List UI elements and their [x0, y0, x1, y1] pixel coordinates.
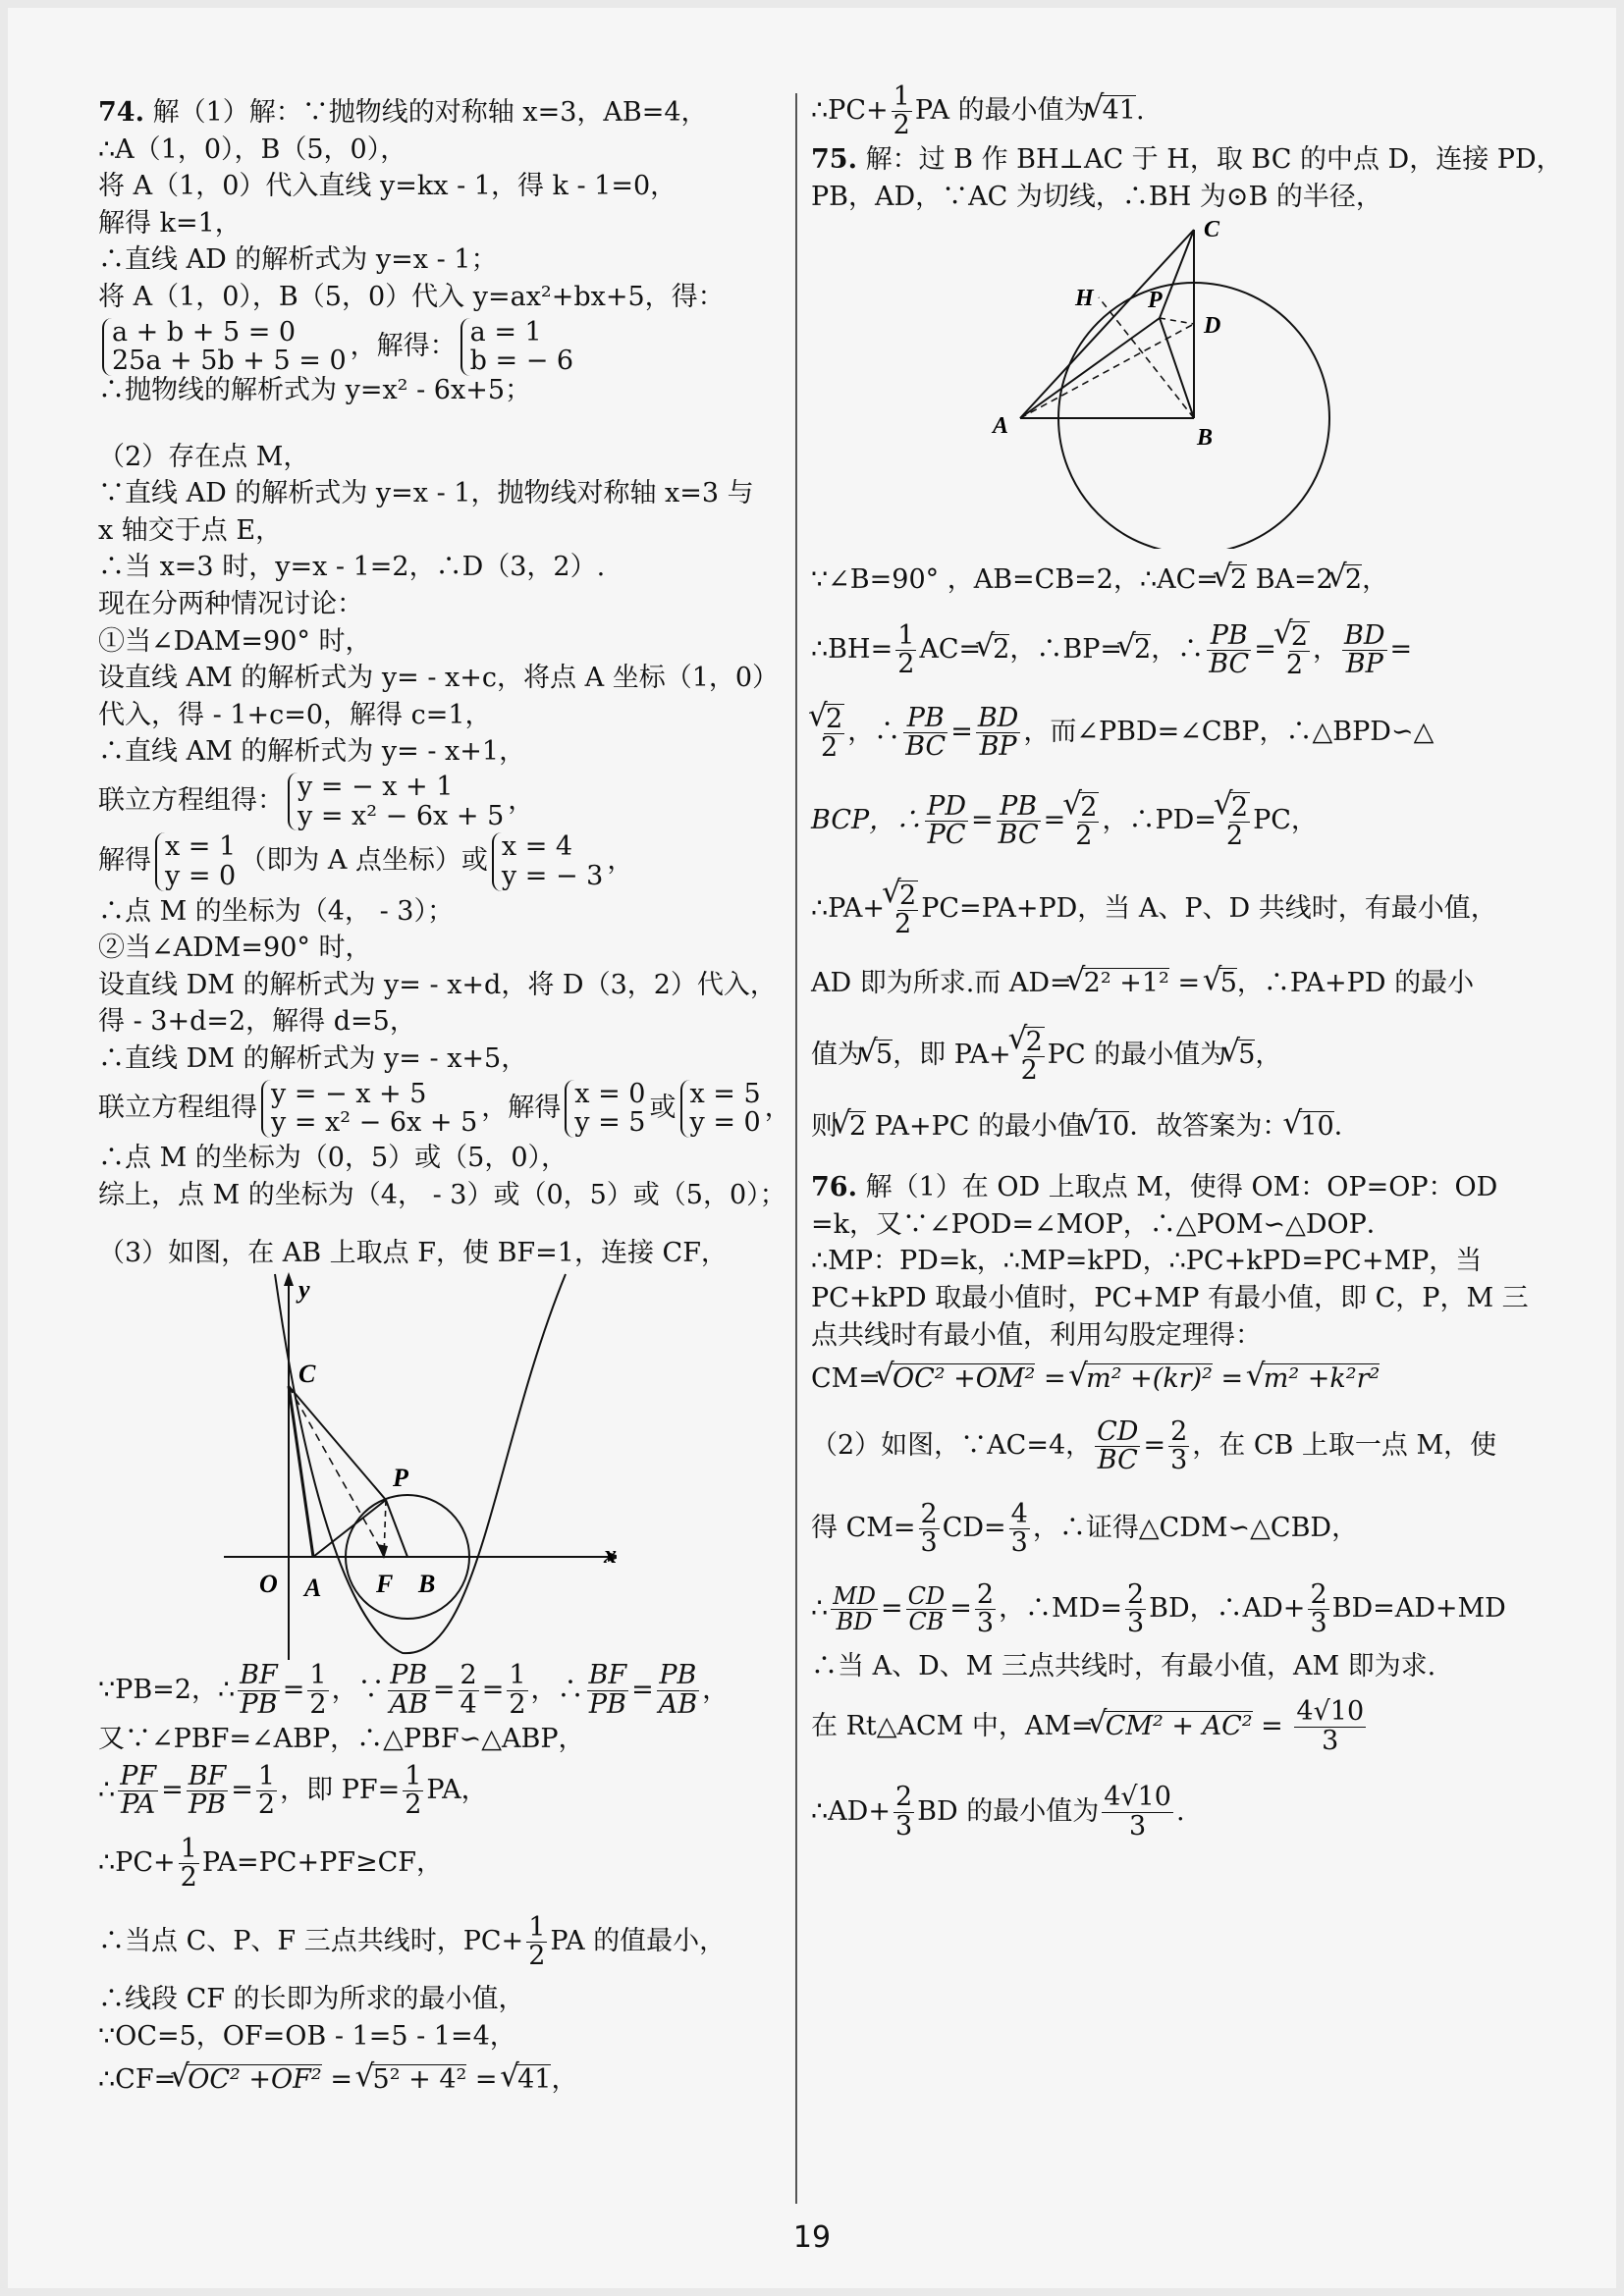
- label-A: A: [993, 413, 1009, 440]
- label-B: B: [1197, 425, 1214, 452]
- text-line: 代入，得 - 1+c=0，解得 c=1，: [98, 699, 492, 730]
- text-line: 设直线 DM 的解析式为 y= - x+d，将 D（3，2）代入，: [98, 969, 777, 1000]
- label-x: x: [604, 1539, 617, 1569]
- text-line: 又∵∠PBF=∠ABP，∴△PBF∽△ABP，: [98, 1723, 585, 1754]
- text-line: ∴点 M 的坐标为（4， - 3）；: [98, 895, 454, 927]
- bh-line: ∴BH= $\frac{1}{2}$ AC=√ 2，∴BP=√ 2，∴ $\frac{PB}{BC}$ = √ $\frac{2}{2}$ ， $\frac{BD}{BP}$ =: [811, 612, 1533, 688]
- text-line: =k，又∵∠POD=∠MOP，∴△POM∽△DOP．: [811, 1208, 1393, 1240]
- min-value-line: 值为√ 5，即 PA+ √ $\frac{2}{2}$ PC 的最小值为√ 5，: [811, 1014, 1533, 1096]
- text-line: ∵OC=5，OF=OB - 1=5 - 1=4，: [98, 2020, 516, 2052]
- equation-system-3: 解得 x = 1 y = 0 （即为 A 点坐标）或 x = 4 y = − 3 ，: [98, 831, 634, 891]
- text-line: x 轴交于点 E，: [98, 514, 283, 546]
- text-line: ∴点 M 的坐标为（0，5）或（5，0），: [98, 1142, 568, 1173]
- equation-system-1: a + b + 5 = 0 25a + 5b + 5 = 0 ，解得： a = 1 b = − 6: [98, 318, 785, 376]
- text-line: （2）存在点 M，: [98, 441, 310, 472]
- text-line: ∴直线 DM 的解析式为 y= - x+5，: [98, 1043, 528, 1074]
- result-line: ∴PC+ $\frac{1}{2}$ PA 的最小值为√ 41.: [811, 80, 1533, 141]
- problem-76-number: 76: [811, 1172, 848, 1203]
- text-line: 解得 k=1，: [98, 207, 242, 239]
- pa-line: ∴PA+ √ $\frac{2}{2}$ PC=PA+PD，当 A、P、D 共线时，有最小值，: [811, 865, 1533, 953]
- text-line: （3）如图，在 AB 上取点 F，使 BF=1，连接 CF，: [98, 1238, 728, 1269]
- text-line: ∴直线 AD 的解析式为 y=x - 1；: [98, 244, 498, 276]
- text-line: PB，AD，∵AC 为切线，∴BH 为⊙B 的半径，: [811, 181, 1382, 212]
- label-D: D: [1204, 313, 1221, 340]
- md-line: ∴ $\frac{MD}{BD}$ = $\frac{CD}{CB}$ = $\frac{2}{3}$ ，∴MD= $\frac{2}{3}$ BD，∴AD+ $\frac{2}{3}$ BD=AD+MD: [811, 1578, 1506, 1639]
- text-line: ∴当 A、D、M 三点共线时，有最小值，AM 即为求.: [811, 1651, 1436, 1682]
- text-line: 将 A（1，0）代入直线 y=kx - 1，得 k - 1=0，: [98, 171, 677, 202]
- cf-result-line: ∴CF=√ OC² +OF² = √ 5² + 4² = √ 41，: [98, 2056, 785, 2105]
- am-line: 在 Rt△ACM 中，AM=√ CM² + AC² = $\frac{4√10}{3}$: [811, 1685, 1533, 1768]
- similar-line: √ $\frac{2}{2}$ ，∴ $\frac{PB}{BC}$ = $\frac{BD}{BP}$ ，而∠PBD=∠CBP，∴△BPD∽△: [811, 688, 1533, 776]
- text-line: 现在分两种情况讨论：: [98, 588, 363, 619]
- label-O: O: [259, 1569, 278, 1598]
- text-line: ∴MP：PD=k，∴MP=kPD，∴PC+kPD=PC+MP，当: [811, 1246, 1483, 1277]
- cm-line: CM=√ OC² +OM² = √ m² +(kr)² = √ m² +k²r²: [811, 1354, 1533, 1405]
- text-line: 点共线时有最小值，利用勾股定理得：: [811, 1319, 1262, 1351]
- inequality-line: ∴PC+ $\frac{1}{2}$ PA=PC+PF≥CF，: [98, 1834, 444, 1894]
- text-line: 设直线 AM 的解析式为 y= - x+c，将点 A 坐标（1，0）: [98, 663, 780, 694]
- parabola-figure: [224, 1272, 617, 1660]
- ad-line: AD 即为所求.而 AD=√ 2² +1² = √ 5，∴PA+PD 的最小: [811, 953, 1533, 1014]
- text-line: 将 A（1，0），B（5，0）代入 y=ax²+bx+5，得：: [98, 281, 725, 312]
- problem-75-line-1: 75. 解：过 B 作 BH⊥AC 于 H，取 BC 的中点 D，连接 PD，: [811, 144, 1563, 175]
- text-line: ①当∠DAM=90° 时，: [98, 625, 372, 657]
- right-column: [811, 80, 1563, 1856]
- text-line: ②当∠ADM=90° 时，: [98, 933, 372, 964]
- text-line: 得 - 3+d=2，解得 d=5，: [98, 1006, 416, 1038]
- column-divider: [795, 93, 797, 2204]
- label-F: F: [376, 1569, 394, 1598]
- pd-line: BCP，∴ $\frac{PD}{PC}$ = $\frac{PB}{BC}$ = √ $\frac{2}{2}$ ，∴PD= √ $\frac{2}{2}$ PC，: [811, 776, 1533, 865]
- text-line: 综上，点 M 的坐标为（4， - 3）或（0，5）或（5，0）；: [98, 1179, 786, 1210]
- page-number: 19: [792, 2220, 832, 2255]
- ratio-line-2: ∴ $\frac{PF}{PA}$ = $\frac{BF}{PB}$ = $\frac{1}{2}$ ，即 PF= $\frac{1}{2}$ PA，: [98, 1761, 488, 1821]
- text-line: ∴A（1，0），B（5，0），: [98, 133, 407, 165]
- label-P: P: [393, 1463, 408, 1492]
- label-B: B: [418, 1569, 436, 1598]
- problem-75-number: 75: [811, 144, 848, 175]
- left-column: [98, 94, 791, 2105]
- text-line: PC+kPD 取最小值时，PC+MP 有最小值，即 C，P，M 三: [811, 1282, 1529, 1313]
- ratio-line: ∵PB=2，∴ $\frac{BF}{PB}$ = $\frac{1}{2}$ ，∵ $\frac{PB}{AB}$ = $\frac{2}{4}$ = $\frac{1}{2}$ ，∴ $\frac{BF}{PB}$ = $\frac{PB}{AB}$ ，: [98, 1660, 730, 1720]
- final-answer-line: ∴AD+ $\frac{2}{3}$ BD 的最小值为 $\frac{4√10}{3}$ .: [811, 1782, 1185, 1842]
- cm-value-line: 得 CM= $\frac{2}{3}$ CD= $\frac{4}{3}$ ，∴证得△CDM∽△CBD，: [811, 1498, 1359, 1559]
- problem-74-line-1: 74. 解（1）解：∵抛物线的对称轴 x=3，AB=4，: [98, 97, 708, 128]
- text-line: ∵直线 AD 的解析式为 y=x - 1，抛物线对称轴 x=3 与: [98, 478, 754, 509]
- label-C: C: [1204, 217, 1220, 243]
- answer-line: 则√ 2 PA+PC 的最小值√ 10．故答案为：√ 10．: [811, 1096, 1533, 1157]
- part2-line: （2）如图，∵AC=4， $\frac{CD}{BC}$ = $\frac{2}{3}$ ，在 CB 上取一点 M，使: [811, 1415, 1497, 1476]
- problem-74-number: 74: [98, 97, 135, 128]
- label-C: C: [298, 1359, 316, 1388]
- text-line: ∴线段 CF 的长即为所求的最小值，: [98, 1984, 525, 2015]
- equation-system-2: 联立方程组得： y = − x + 1 y = x² − 6x + 5 ，: [98, 771, 535, 831]
- label-y: y: [298, 1274, 310, 1304]
- text-line: ∴直线 AM 的解析式为 y= - x+1，: [98, 736, 526, 768]
- text-line: ∴当 x=3 时，y=x - 1=2，∴D（3，2）.: [98, 552, 606, 583]
- text-line: ∴抛物线的解析式为 y=x² - 6x+5；: [98, 374, 532, 405]
- problem-76-line-1: 76. 解（1）在 OD 上取点 M，使得 OM：OP=OP：OD: [811, 1172, 1498, 1203]
- label-A: A: [304, 1573, 322, 1602]
- circle-triangle-figure: [983, 215, 1395, 549]
- text-line: ∵∠B=90° ，AB=CB=2，∴AC=√ 2 BA=2√ 2，: [811, 549, 1533, 612]
- equation-system-4: 联立方程组得 y = − x + 5 y = x² − 6x + 5 ，解得 x = 0 y = 5 或 x = 5 y = 0 ，: [98, 1078, 791, 1139]
- collinear-line: ∴当点 C、P、F 三点共线时，PC+ $\frac{1}{2}$ PA 的值最小，: [98, 1912, 727, 1972]
- label-H: H: [1075, 286, 1094, 312]
- label-P: P: [1148, 288, 1163, 314]
